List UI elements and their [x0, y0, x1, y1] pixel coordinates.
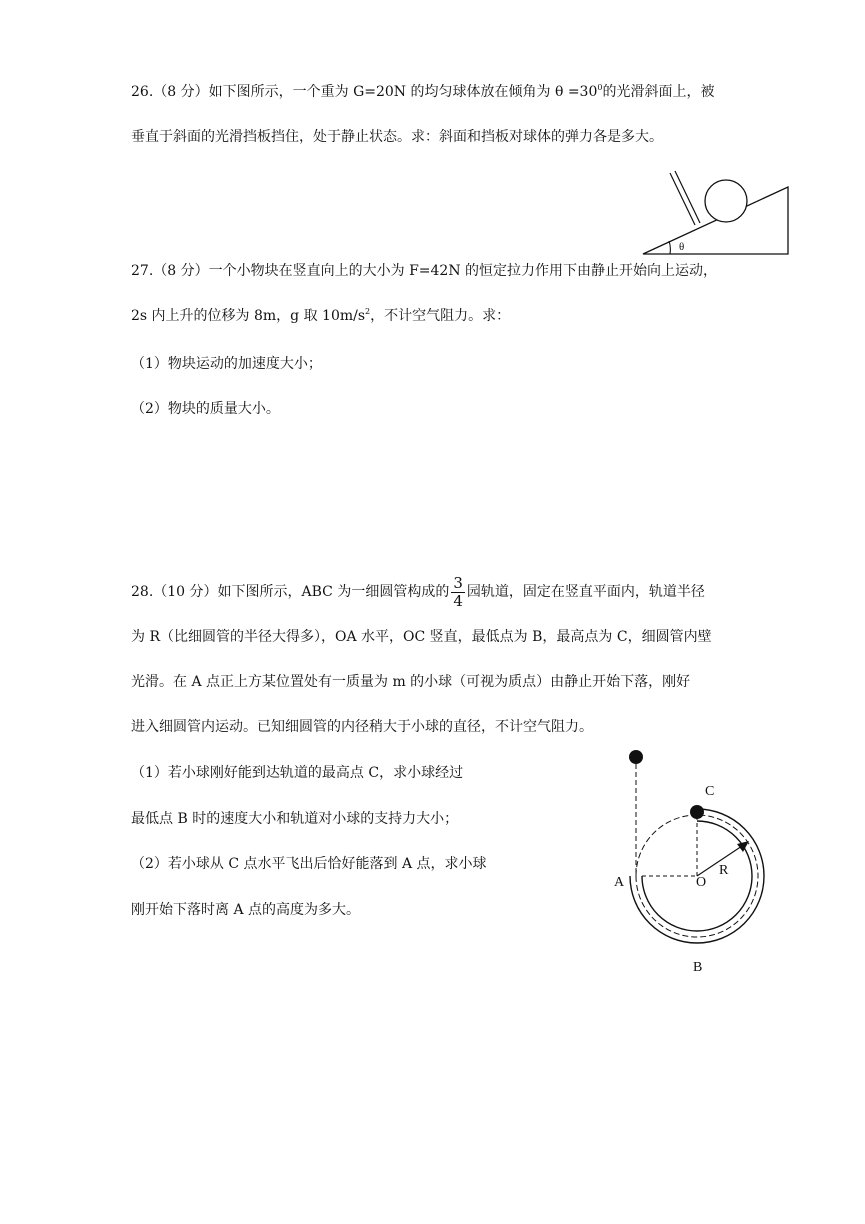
baffle-plate-b [675, 171, 700, 223]
angle-label: θ [679, 241, 685, 253]
label-c: C [705, 784, 715, 799]
missing-quarter-arc [636, 815, 697, 876]
ball [705, 180, 747, 222]
label-r: R [719, 863, 729, 878]
label-a: A [614, 875, 625, 890]
q28-part-2-line-1: （2）若小球从 C 点水平飞出后恰好能落到 A 点，求小球 [131, 856, 487, 872]
q27-line-1: 27.（8 分）一个小物块在竖直向上的大小为 F=42N 的恒定拉力作用下由静止开始向上运动， [131, 263, 718, 279]
q28-part-1-line-2: 最低点 B 时的速度大小和轨道对小球的支持力大小； [131, 811, 459, 827]
q26-line-2: 垂直于斜面的光滑挡板挡住，处于静止状态。求：斜面和挡板对球体的弹力各是多大。 [131, 129, 663, 145]
q28-part-1-line-1: （1）若小球刚好能到达轨道的最高点 C，求小球经过 [131, 765, 464, 781]
ball-at-c [690, 805, 704, 819]
baffle-plate-a [670, 173, 695, 225]
q27-part-2: （2）物块的质量大小。 [131, 401, 280, 417]
label-b: B [693, 960, 703, 975]
q28-line-2: 为 R（比细圆管的半径大得多），OA 水平，OC 竖直，最低点为 B，最高点为 C，细圆管内壁 [131, 629, 712, 645]
falling-ball [629, 750, 643, 764]
q28-part-2-line-2: 刚开始下落时离 A 点的高度为多大。 [131, 902, 361, 918]
circular-track-figure [600, 740, 790, 980]
q27-part-1: （1）物块运动的加速度大小； [131, 356, 322, 372]
incline-figure [640, 168, 794, 258]
radius-arrowhead [737, 841, 749, 852]
q28-line-1: 28.（10 分）如下图所示，ABC 为一细圆管构成的 $\frac{3}{4}$ 园轨道，固定在竖直平面内，轨道半径 [131, 573, 705, 610]
angle-arc [669, 241, 670, 254]
q28-line-3: 光滑。在 A 点正上方某位置处有一质量为 m 的小球（可视为质点）由静止开始下落，刚好 [131, 674, 691, 690]
three-quarters-fraction: $\frac{3}{4}$ [453, 573, 463, 610]
q26-line-1: 26.（8 分）如下图所示，一个重为 G=20N 的均匀球体放在倾角为 $\theta =30^0$的光滑斜面上，被 [131, 83, 715, 100]
q27-line-2: 2s 内上升的位移为 8m，g 取 $10m/s^2$，不计空气阻力。求： [131, 307, 511, 324]
label-o: O [696, 875, 707, 890]
q28-line-4: 进入细圆管内运动。已知细圆管的内径稍大于小球的直径，不计空气阻力。 [131, 719, 593, 735]
